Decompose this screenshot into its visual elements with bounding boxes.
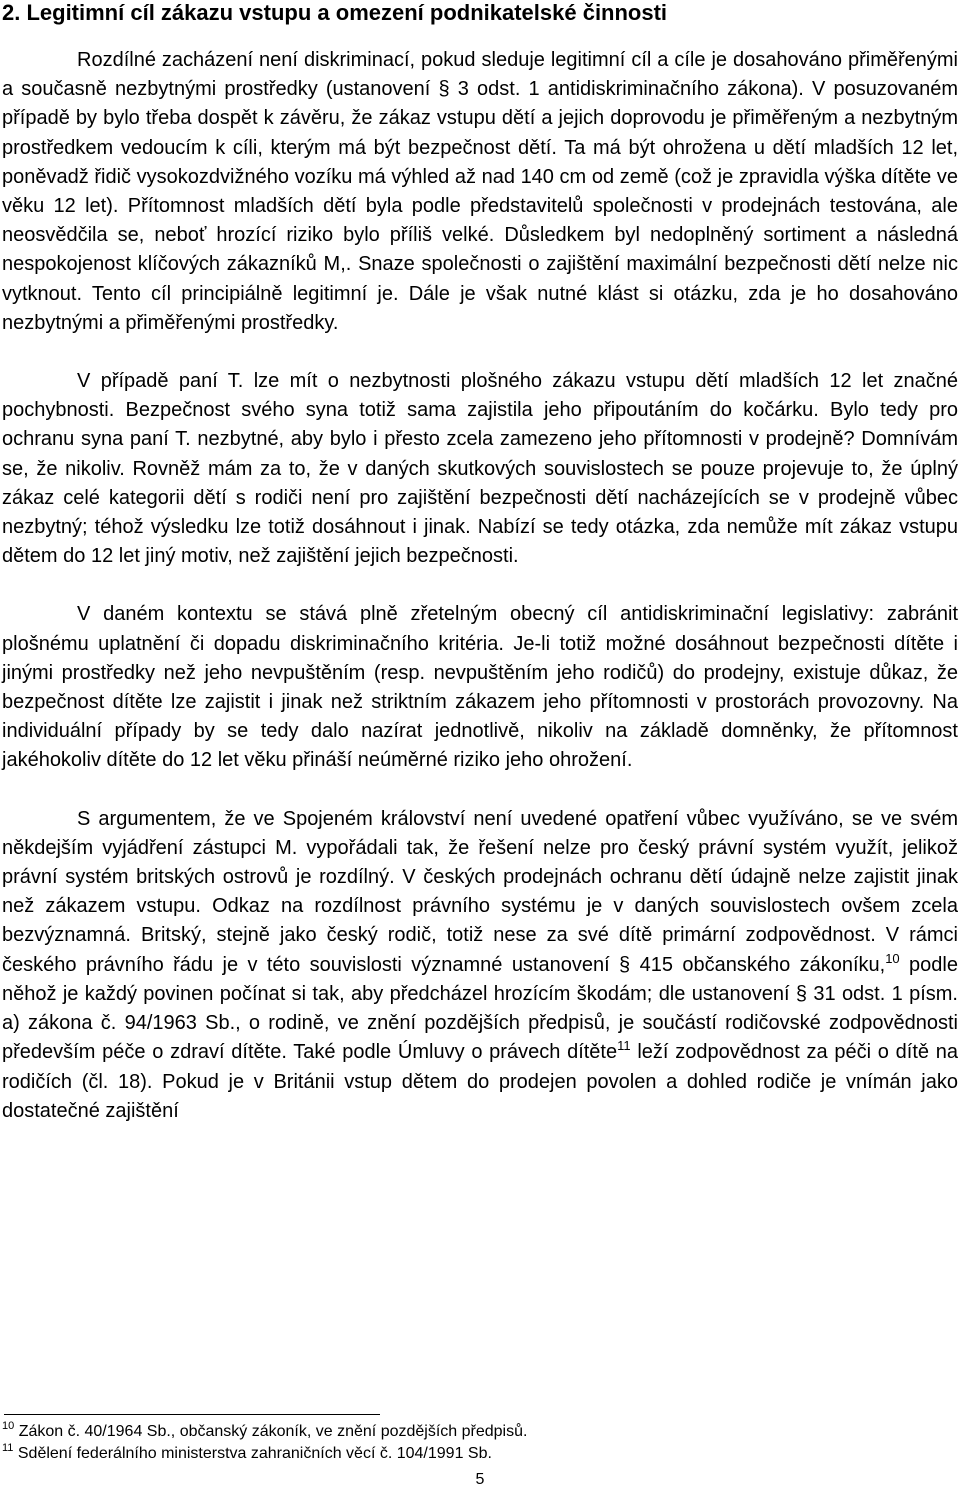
footnote-ref-10: 10 [885,950,900,966]
section-heading: 2. Legitimní cíl zákazu vstupu a omezení podnikatelské činnosti [2,0,668,25]
footnote-text: Zákon č. 40/1964 Sb., občanský zákoník, ve znění pozdějších předpisů. [14,1423,528,1440]
footnote-text: Sdělení federálního ministerstva zahraničních věcí č. 104/1991 Sb. [13,1445,492,1462]
footnote-10 [2,1421,958,1443]
footnote-separator [4,1414,380,1415]
paragraph-4-part-3: leží zodpovědnost za péči o dítě na rodičích (čl. 18). Pokud je v Británii vstup dětem do prodejen povolen a dohled rodiče je vnímán jako dostatečné zajištění [2,1041,959,1122]
paragraph-4 [2,805,958,1126]
paragraph-2: V případě paní T. lze mít o nezbytnosti plošného zákazu vstupu dětí mladších 12 let značné pochybnosti. Bezpečnost svého syna totiž sama zajistila jeho připoutáním do kočárku. Bylo tedy pro ochranu syna paní T. nezbytné, aby bylo i přesto zcela zamezeno jeho přítomnosti v prodejně? Domnívám se, že nikoliv. Rovněž mám za to, že v daných skutkových souvislostech se pouze projevuje to, že úplný zákaz celé kategorii dětí s rodiči není pro zajištění bezpečnosti dětí nacházejících se v prodejně vůbec nezbytný; téhož výsledku lze totiž dosáhnout i jinak. Nabízí se tedy otázka, zda nemůže mít zákaz vstupu dětem do 12 let jiný motiv, než zajištění jejich bezpečnosti. [2,370,958,568]
paragraph-3: V daném kontextu se stává plně zřetelným obecný cíl antidiskriminační legislativy: zabránit plošnému uplatnění či dopadu diskriminačního kritéria. Je-li totiž možné dosáhnout bezpečnosti dítěte i jinými prostředky než jeho nevpuštěním (resp. nevpuštěním jeho rodičů) do prodejny, existuje důkaz, že bezpečnost dítěte lze zajistit i jinak než striktním zákazem jeho přítomnosti v prostorách provozovny. Na individuální případy by se tedy dalo nazírat jednotlivě, nikoliv na základě domněnky, že přítomnost jakéhokoliv dítěte do 12 let věku přináší neúměrné riziko jeho ohrožení. [2,603,958,772]
paragraph-4-part-1: S argumentem, že ve Spojeném království není uvedené opatření vůbec využíváno, se ve svém někdejším vyjádření zástupci M. vypořádali tak, že řešení nelze pro český právní systém využít, jelikož právní systém britských ostrovů je rozdílný. V českých prodejnách ochranu dětí údajně nelze zajistit jinak než zákazem vstupu. Odkaz na rozdílnost právního systému je v daných souvislostech ovšem zcela bezvýznamná. Britský, stejně jako český rodič, totiž nese za své dítě primární zodpovědnost. V rámci českého právního řádu je v této souvislosti významné ustanovení § 415 občanského zákoníku, [2,807,958,976]
paragraph-4-part-2: podle něhož je každý povinen počínat si tak, aby předcházel hrozícím škodám; dle ustanovení § 31 odst. 1 písm. a) zákona č. 94/1963 Sb., o rodině, ve znění pozdějších předpisů, je součástí rodičovské zodpovědnosti především péče o zdraví dítěte. Také podle Úmluvy o právech dítěte [2,953,958,1064]
paragraph-1: Rozdílné zacházení není diskriminací, pokud sleduje legitimní cíl a cíle je dosahováno přiměřenými a současně nezbytnými prostředky (ustanovení § 3 odst. 1 antidiskriminačního zákona). V posuzovaném případě by bylo třeba dospět k závěru, že zákaz vstupu dětí a jejich doprovodu je přiměřeným a nezbytným prostředkem vedoucím k cíli, kterým má být bezpečnost dětí. Ta má být ohrožena u dětí mladších 12 let, poněvadž řidič vysokozdvižného vozíku má výhled až nad 140 cm od země (což je zpravidla výška dítěte ve věku 12 let). Přítomnost mladších dětí byla podle představitelů společnosti v prodejnách testována, ale neosvědčila se, neboť hrozící riziko bylo příliš velké. Důsledkem byl nedoplněný sortiment a následná nespokojenost klíčových zákazníků M,. Snaze společnosti o zajištění maximální bezpečnosti dětí nelze nic vytknout. Tento cíl principiálně legitimní je. Dále je však nutné klást si otázku, zda je ho dosahováno nezbytnými a přiměřenými prostředky. [2,49,958,334]
footnotes [2,1414,958,1465]
footnote-ref-11: 11 [617,1038,631,1054]
page-number: 5 [475,1471,485,1488]
footnote-number: 11 [2,1442,14,1454]
footnote-number: 10 [2,1420,15,1432]
footnote-11 [2,1443,958,1465]
